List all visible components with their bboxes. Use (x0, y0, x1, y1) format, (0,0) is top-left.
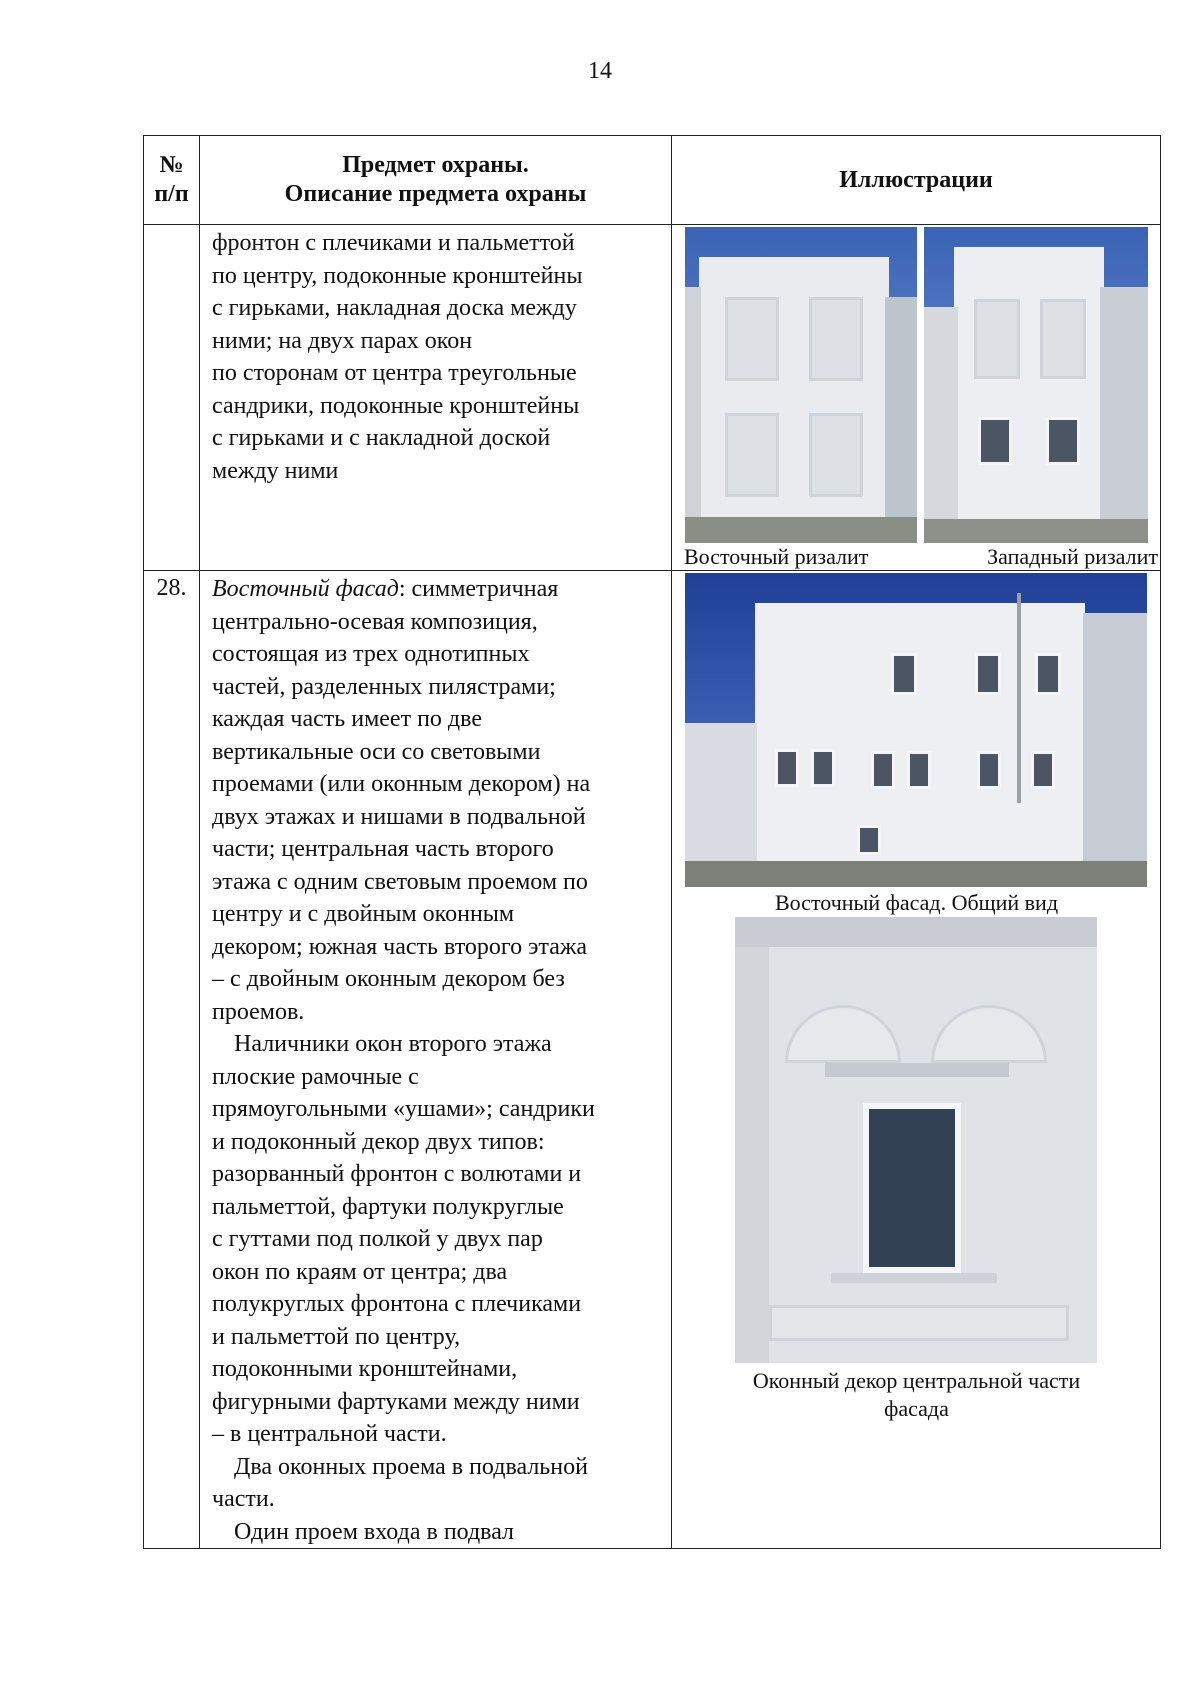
header-illustrations: Иллюстрации (672, 136, 1161, 225)
caption-west-risalit: Западный ризалит (987, 544, 1158, 569)
protection-table (143, 135, 1161, 1549)
row-number-empty (144, 225, 200, 571)
text-line: Два оконных проема в подвальной (234, 1453, 588, 1480)
page-number: 14 (588, 58, 612, 84)
text-line: : симметричная (398, 576, 559, 602)
header-description (200, 136, 672, 225)
text-line: этажа с одним световым проемом по (212, 868, 588, 895)
text-line: плоские рамочные с (212, 1063, 419, 1090)
text-line: Наличники окон второго этажа (234, 1031, 552, 1057)
east-risalit-photo (685, 227, 917, 543)
header-number-line2: п/п (154, 181, 189, 207)
text-line: между ними (212, 457, 339, 484)
text-line: двух этажах и нишами в подвальной (212, 803, 586, 830)
text-line: центрально-осевая композиция, (212, 608, 538, 635)
caption-window-decor-line1: Оконный декор центральной части (752, 1368, 1081, 1393)
text-line: по сторонам от центра треугольные (212, 360, 577, 386)
text-line: вертикальные оси со световыми (212, 738, 541, 765)
text-line: проемами (или оконным декором) на (212, 771, 591, 797)
window-decor-photo (735, 917, 1097, 1363)
caption-east-facade: Восточный фасад. Общий вид (774, 890, 1059, 915)
caption-window-decor-line2: фасада (884, 1396, 949, 1421)
text-line: ними; на двух парах окон (212, 327, 473, 354)
row-description (200, 571, 672, 1549)
table-row (144, 225, 1161, 571)
row-illustrations (672, 571, 1161, 1549)
text-line: подоконными кронштейнами, (212, 1356, 518, 1382)
row-illustrations (672, 225, 1161, 571)
header-number (144, 136, 200, 225)
row-description (200, 225, 672, 571)
facade-title: Восточный фасад (212, 576, 399, 602)
text-line: с гирьками и с накладной доской (212, 425, 551, 451)
text-line: – с двойным оконным декором без (212, 966, 565, 992)
table-header-row (144, 136, 1161, 225)
west-risalit-photo (924, 227, 1148, 543)
text-line: полукруглых фронтона с плечиками (212, 1291, 582, 1317)
text-line: – в центральной части. (212, 1421, 447, 1447)
text-line: разорванный фронтон с волютами и (212, 1161, 582, 1187)
text-line: фронтон с плечиками и пальметтой (212, 230, 575, 256)
text-line: состоящая из трех однотипных (212, 641, 530, 667)
text-line: Один проем входа в подвал (234, 1518, 515, 1545)
row-number: 28. (144, 571, 200, 1549)
caption-east-risalit: Восточный ризалит (684, 544, 869, 569)
text-line: частей, разделенных пилястрами; (212, 673, 556, 700)
text-line: и пальметтой по центру, (212, 1323, 461, 1350)
text-line: с гирьками, накладная доска между (212, 295, 577, 321)
description-text (200, 225, 671, 487)
text-line: сандрики, подоконные кронштейны (212, 392, 580, 419)
table-row (144, 571, 1161, 1549)
text-line: по центру, подоконные кронштейны (212, 262, 583, 289)
text-line: проемов. (212, 998, 305, 1025)
text-line: и подоконный декор двух типов: (212, 1128, 545, 1155)
text-line: с гуттами под полкой у двух пар (212, 1226, 543, 1252)
text-line: части. (212, 1486, 275, 1512)
text-line: каждая часть имеет по две (212, 706, 482, 732)
text-line: части; центральная часть второго (212, 836, 554, 862)
text-line: пальметтой, фартуки полукруглые (212, 1193, 564, 1220)
header-number-line1: № (159, 152, 184, 178)
header-desc-line2: Описание предмета охраны (284, 181, 587, 207)
text-line: окон по краям от центра; два (212, 1258, 508, 1285)
description-text (200, 571, 671, 1548)
header-desc-line1: Предмет охраны. (342, 152, 529, 178)
text-line: прямоугольными «ушами»; сандрики (212, 1096, 595, 1122)
east-facade-photo (685, 573, 1147, 887)
text-line: центру и с двойным оконным (212, 901, 515, 927)
caption-window-decor (672, 1367, 1161, 1423)
text-line: декором; южная часть второго этажа (212, 933, 588, 960)
text-line: фигурными фартуками между ними (212, 1388, 580, 1415)
